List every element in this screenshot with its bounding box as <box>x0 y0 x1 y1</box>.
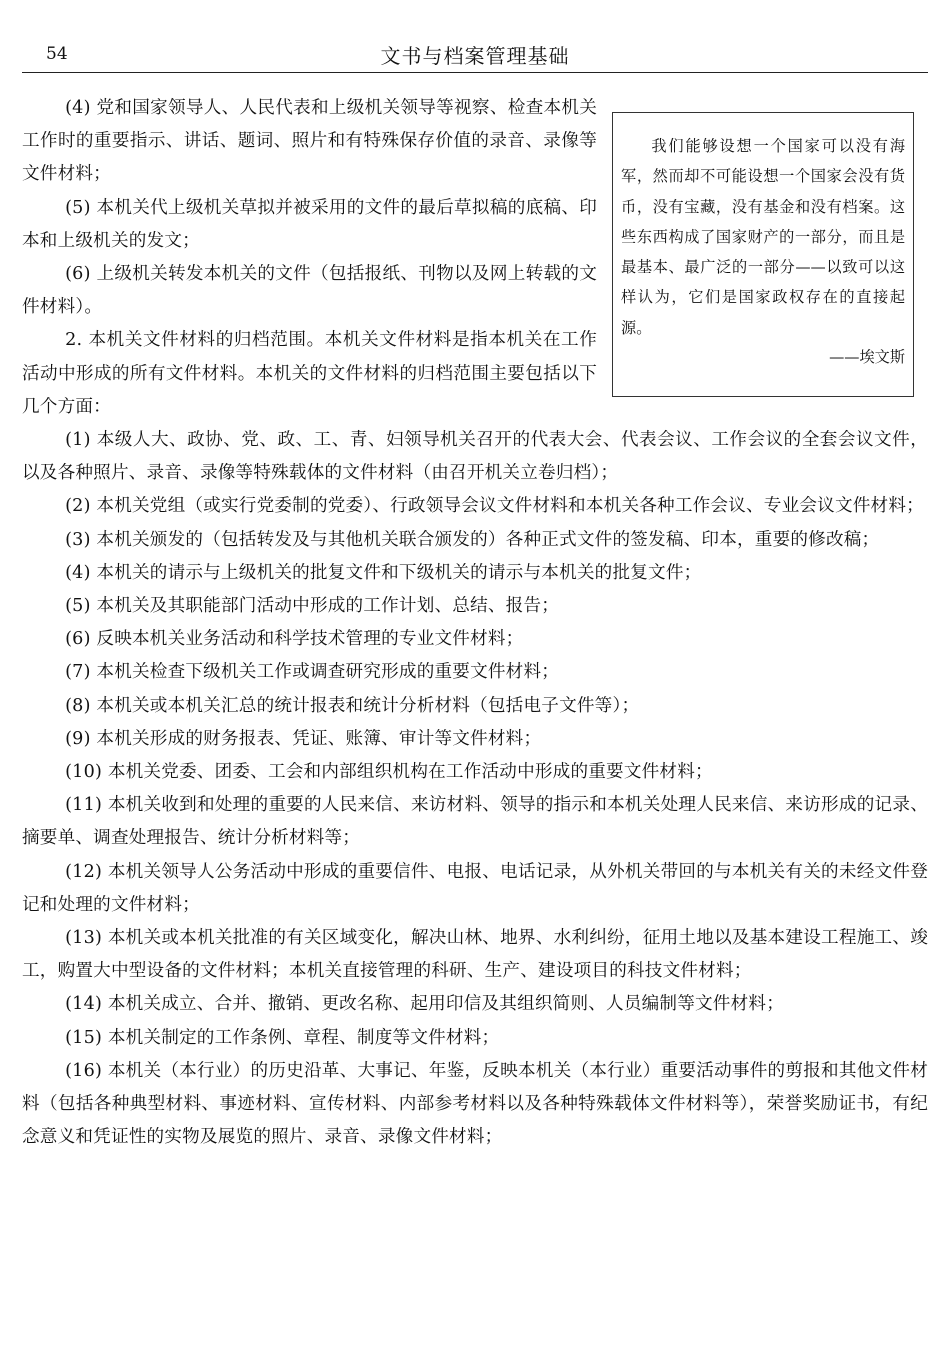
paragraph: (3) 本机关颁发的（包括转发及与其他机关联合颁发的）各种正式文件的签发稿、印本，重要的修改稿； <box>65 529 880 550</box>
quote-attribution: ——埃文斯 <box>829 348 905 367</box>
paragraph: (4) 党和国家领导人、人民代表和上级机关领导等视察、检查本机关工作时的重要指示、讲话、题词、照片和有特殊保存价值的录音、录像等文件材料； <box>22 98 597 185</box>
paragraph: (7) 本机关检查下级机关工作或调查研究形成的重要文件材料； <box>65 662 560 683</box>
running-title: 文书与档案管理基础 <box>380 44 570 68</box>
paragraph: (16) 本机关（本行业）的历史沿革、大事记、年鉴，反映本机关（本行业）重要活动事件的剪报和其他文件材料（包括各种典型材料、事迹材料、宣传材料、内部参考材料以及各种特殊载体文件材料等），荣誉奖励证书，有纪念意义和凭证性的实物及展览的照片、录音、录像文件材料； <box>22 1060 928 1148</box>
paragraph: (11) 本机关收到和处理的重要的人民来信、来访材料、领导的指示和本机关处理人民来信、来访形成的记录、摘要单、调查处理报告、统计分析材料等； <box>22 795 928 849</box>
paragraph: (8) 本机关或本机关汇总的统计报表和统计分析材料（包括电子文件等）； <box>65 695 640 716</box>
paragraph: (5) 本机关及其职能部门活动中形成的工作计划、总结、报告； <box>65 596 560 617</box>
paragraph: (4) 本机关的请示与上级机关的批复文件和下级机关的请示与本机关的批复文件； <box>65 562 702 583</box>
body-text <box>22 92 928 1155</box>
paragraph: 2. 本机关文件材料的归档范围。本机关文件材料是指本机关在工作活动中形成的所有文件材料。本机关的文件材料的归档范围主要包括以下几个方面： <box>22 330 597 417</box>
page-header <box>22 36 928 73</box>
paragraph: (9) 本机关形成的财务报表、凭证、账簿、审计等文件材料； <box>65 728 542 749</box>
paragraph: (1) 本级人大、政协、党、政、工、青、妇领导机关召开的代表大会、代表会议、工作会议的全套会议文件，以及各种照片、录音、录像等特殊载体的文件材料（由召开机关立卷归档）； <box>22 430 928 484</box>
paragraph: (13) 本机关或本机关批准的有关区域变化，解决山林、地界、水利纠纷，征用土地以及基本建设工程施工、竣工，购置大中型设备的文件材料；本机关直接管理的科研、生产、建设项目的科技文件材料； <box>22 928 928 982</box>
paragraph: (6) 反映本机关业务活动和科学技术管理的专业文件材料； <box>65 629 524 650</box>
page-number: 54 <box>46 44 68 64</box>
paragraph: (10) 本机关党委、团委、工会和内部组织机构在工作活动中形成的重要文件材料； <box>65 762 713 783</box>
paragraph: (12) 本机关领导人公务活动中形成的重要信件、电报、电话记录，从外机关带回的与本机关有关的未经文件登记和处理的文件材料； <box>22 861 928 915</box>
quote-text: 我们能够设想一个国家可以没有海军，然而却不可能设想一个国家会没有货币，没有宝藏，没有基金和没有档案。这些东西构成了国家财产的一部分，而且是最基本、最广泛的一部分——以致可以这样认为，它们是国家政权存在的直接起源。 <box>621 137 905 337</box>
paragraph: (5) 本机关代上级机关草拟并被采用的文件的最后草拟稿的底稿、印本和上级机关的发文； <box>22 197 597 251</box>
paragraph: (14) 本机关成立、合并、撤销、更改名称、起用印信及其组织简则、人员编制等文件材料； <box>65 994 784 1015</box>
paragraph: (6) 上级机关转发本机关的文件（包括报纸、刊物以及网上转载的文件材料）。 <box>22 264 597 318</box>
paragraph: (2) 本机关党组（或实行党委制的党委）、行政领导会议文件材料和本机关各种工作会议、专业会议文件材料； <box>65 496 924 517</box>
paragraph: (15) 本机关制定的工作条例、章程、制度等文件材料； <box>65 1027 500 1048</box>
